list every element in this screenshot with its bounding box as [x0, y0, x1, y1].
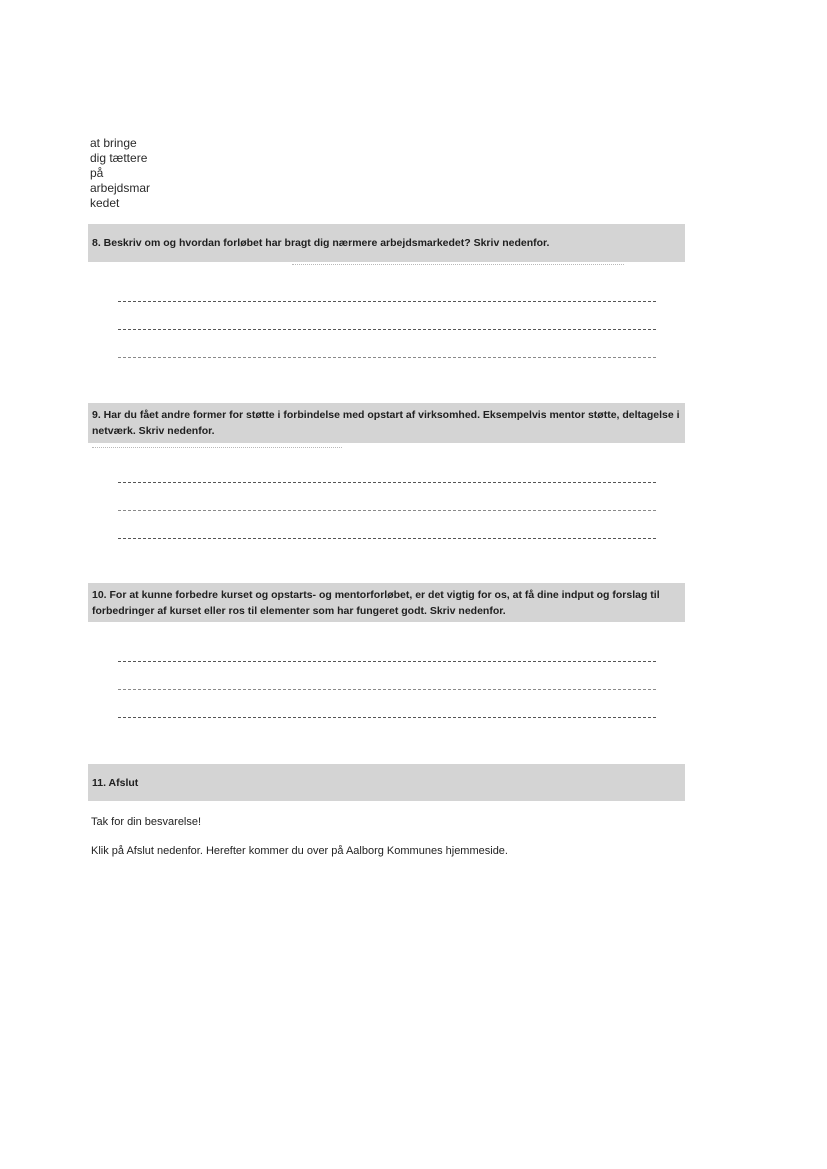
fragment-line: at bringe: [90, 136, 137, 150]
scan-artifact: [292, 264, 624, 265]
closing-instruction: Klik på Afslut nedenfor. Herefter kommer du over på Aalborg Kommunes hjemmeside.: [91, 845, 508, 857]
question-8-text: 8. Beskriv om og hvordan forløbet har bragt dig nærmere arbejdsmarkedet? Skriv nedenfor.: [92, 237, 550, 249]
answer-line[interactable]: [118, 329, 656, 330]
answer-line[interactable]: [118, 357, 656, 358]
fragment-line: arbejdsmar: [90, 181, 151, 195]
question-9-header: [88, 403, 685, 443]
answer-line[interactable]: [118, 717, 656, 718]
question-10-text: 10. For at kunne forbedre kurset og opstarts- og mentorforløbet, er det vigtig for os, at få dine indput og forslag til forbedringer af kurset eller ros til elementer som har fungeret godt. Skriv nedenfor.: [92, 588, 660, 617]
question-9-text: 9. Har du fået andre former for støtte i forbindelse med opstart af virksomhed. Eksempelvis mentor støtte, deltagelse i netværk. Skriv nedenfor.: [92, 409, 680, 437]
question-8-header: [88, 224, 685, 262]
scan-artifact: [92, 447, 342, 448]
thanks-text: Tak for din besvarelse!: [91, 816, 202, 828]
question-10-header: [88, 583, 685, 622]
question-11-header: [88, 764, 685, 801]
answer-line[interactable]: [118, 689, 656, 690]
fragment-line: dig tættere: [90, 151, 148, 165]
question-11-text: 11. Afslut: [92, 776, 139, 789]
previous-question-fragment: [90, 136, 170, 211]
answer-line[interactable]: [118, 482, 656, 483]
answer-line[interactable]: [118, 661, 656, 662]
answer-line[interactable]: [118, 538, 656, 539]
fragment-line: kedet: [90, 196, 120, 210]
answer-line[interactable]: [118, 301, 656, 302]
fragment-line: på: [90, 166, 104, 180]
answer-line[interactable]: [118, 510, 656, 511]
